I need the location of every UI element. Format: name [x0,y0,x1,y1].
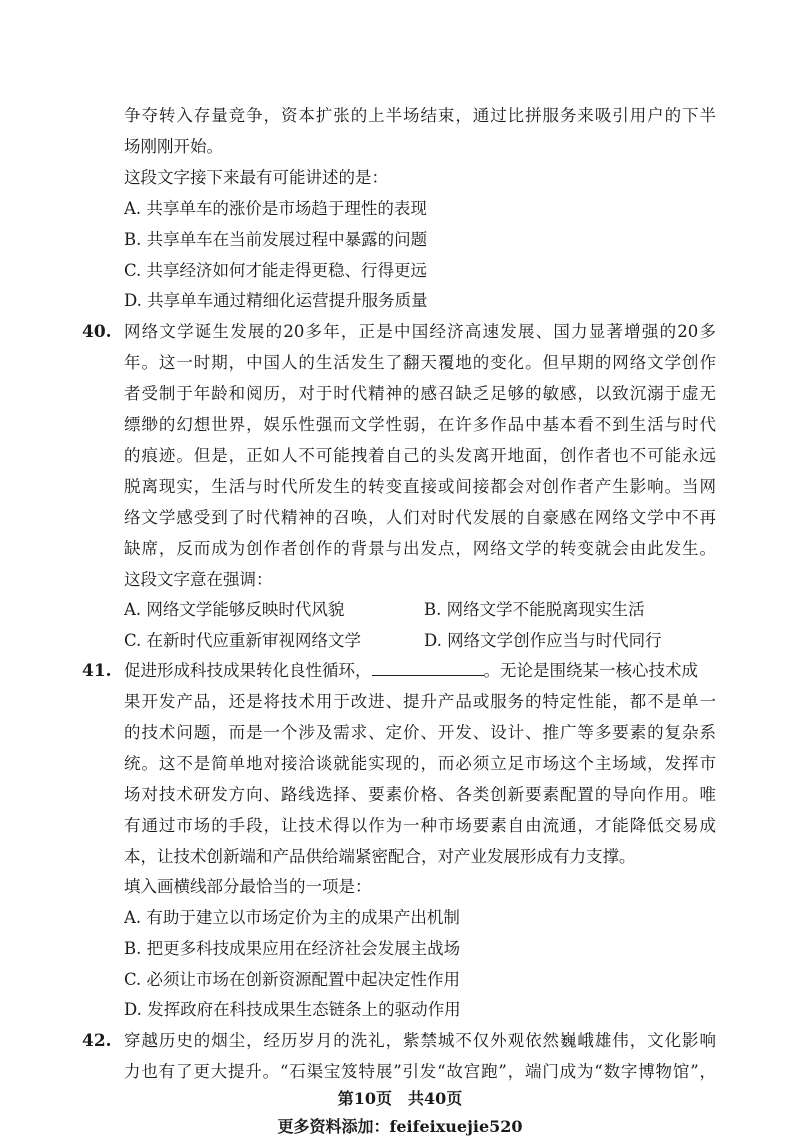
q41-option-c: C. 必须让市场在创新资源配置中起决定性作用 [124,970,461,989]
q42-text-line: 力也有了更大提升。“石渠宝笈特展”引发“故宫跑”，端门成为“数字博物馆”， [124,1062,716,1081]
q41-option-a: A. 有助于建立以市场定价为主的成果产出机制 [124,908,460,927]
q40-option-d: D. 网络文学创作应当与时代同行 [424,631,662,650]
q40-text-line: 的痕迹。但是，正如人不可能拽着自己的头发离开地面，创作者也不可能永远 [124,446,716,465]
q41-text-line: 有通过市场的手段，让技术得以作为一种市场要素自由流通，才能降低交易成 [124,816,716,835]
q40-text-line: 缺席，反而成为创作者创作的背景与出发点，网络文学的转变就会由此发生。 [124,539,716,558]
q40-text-line: 年。这一时期，中国人的生活发生了翻天覆地的变化。但早期的网络文学创作 [124,353,716,372]
q39-option-a: A. 共享单车的涨价是市场趋于理性的表现 [124,199,427,218]
q40-number: 40. [82,322,112,342]
q40-prompt: 这段文字意在强调： [124,570,273,589]
q41-text-line: 果开发产品，还是将技术用于改进、提升产品或服务的特定性能，都不是单一 [124,692,716,711]
q40-option-c: C. 在新时代应重新审视网络文学 [124,631,362,650]
q41-number: 41. [82,661,112,681]
q41-prompt: 填入画横线部分最恰当的一项是： [124,877,372,896]
q41-first-line-post: 。无论是围绕某一核心技术成 [483,661,698,680]
q39-text-line-1: 争夺转入存量竞争，资本扩张的上半场结束，通过比拼服务来吸引用户的下半 [124,106,716,125]
q40-text-line: 脱离现实，生活与时代所发生的转变直接或间接都会对创作者产生影响。当网 [124,477,716,496]
q41-text-line: 统。这不是简单地对接洽谈就能实现的，而必须立足市场这个主场域，发挥市 [124,754,716,773]
q42-number: 42. [82,1031,112,1051]
q39-text-line-2: 场刚刚开始。 [124,137,223,156]
q39-option-c: C. 共享经济如何才能走得更稳、行得更远 [124,261,428,280]
q41-first-line-pre: 促进形成科技成果转化良性循环， [124,661,372,680]
q42-text-line: 穿越历史的烟尘，经历岁月的洗礼，紫禁城不仅外观依然巍峨雄伟，文化影响 [124,1031,716,1050]
page-footer [0,1086,800,1109]
q39-option-b: B. 共享单车在当前发展过程中暴露的问题 [124,230,428,249]
q40-text-line: 缥缈的幻想世界，娱乐性强而文学性弱，在许多作品中基本看不到生活与时代 [124,415,716,434]
q39-option-d: D. 共享单车通过精细化运营提升服务质量 [124,291,428,310]
q41-blank [372,661,484,676]
q40-text-line: 者受制于年龄和阅历，对于时代精神的感召缺乏足够的敏感，以致沉溺于虚无 [124,384,716,403]
q41-option-b: B. 把更多科技成果应用在经济社会发展主战场 [124,939,461,958]
q41-text-line: 的技术问题，而是一个涉及需求、定价、开发、设计、推广等多要素的复杂系 [124,723,716,742]
q40-option-a: A. 网络文学能够反映时代风貌 [124,600,345,619]
q41-text-last-line: 本，让技术创新端和产品供给端紧密配合，对产业发展形成有力支撑。 [124,847,636,866]
q41-text-line: 场对技术研发方向、路线选择、要素价格、各类创新要素配置的导向作用。唯 [124,785,716,804]
watermark-text: 更多资料添加：feifeixuejie520 [277,1117,523,1136]
q40-text-line: 网络文学诞生发展的20多年，正是中国经济高速发展、国力显著增强的20多 [124,322,716,341]
q41-option-d: D. 发挥政府在科技成果生态链条上的驱动作用 [124,1000,461,1019]
q41-first-line [124,661,698,681]
page-number: 第10页 [337,1089,392,1108]
page-total: 共40页 [408,1089,463,1108]
q40-option-b: B. 网络文学不能脱离现实生活 [424,600,645,619]
q40-text-line: 络文学感受到了时代精神的召唤，人们对时代发展的自豪感在网络文学中不再 [124,508,716,527]
q39-prompt: 这段文字接下来最有可能讲述的是： [124,168,388,187]
